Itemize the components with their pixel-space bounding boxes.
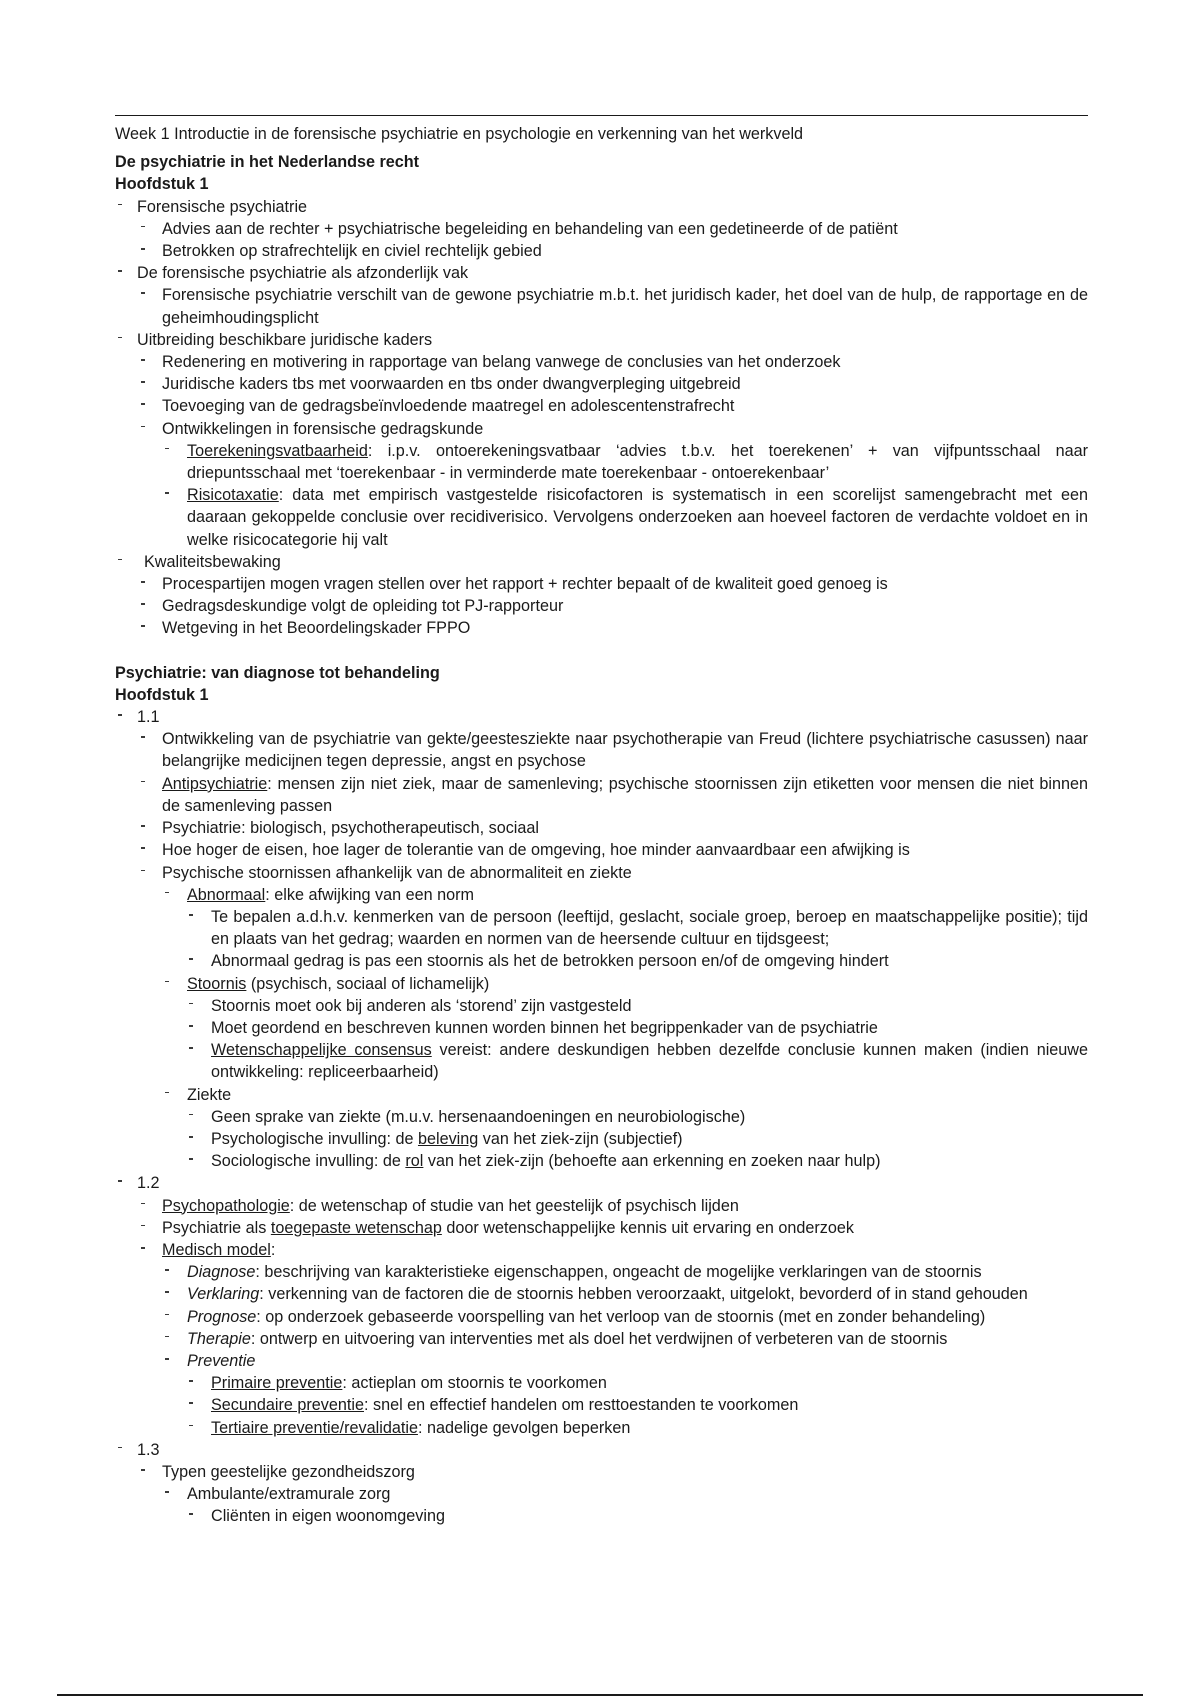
list-item: Ontwikkeling van de psychiatrie van gekte/geestesziekte naar psychotherapie van Freud (lichtere psychiatrische casussen) naar belangrijke medicijnen tegen depressie, angst en psychose <box>115 728 1088 772</box>
spacer <box>115 640 1088 662</box>
list-item <box>115 1195 1088 1217</box>
term: Primaire preventie <box>211 1374 343 1393</box>
list-item: Abnormaal gedrag is pas een stoornis als het de betrokken persoon en/of de omgeving hindert <box>115 950 1088 972</box>
list-item: Te bepalen a.d.h.v. kenmerken van de persoon (leeftijd, geslacht, sociale groep, beroep en maatschappelijke positie); tijd en plaats van het gedrag; waarden en normen van de heersende cultuur en tijdsgeest; <box>115 906 1088 950</box>
term: rol <box>405 1152 424 1171</box>
text: van het ziek-zijn (behoefte aan erkenning en zoeken naar hulp) <box>423 1152 881 1171</box>
definition: : mensen zijn niet ziek, maar de samenleving; psychische stoornissen zijn etiketten voor mensen die niet binnen de samenleving passen <box>162 774 1088 815</box>
list-item: Geen sprake van ziekte (m.u.v. hersenaandoeningen en neurobiologische) <box>115 1106 1088 1128</box>
text: door wetenschappelijke kennis uit ervaring en onderzoek <box>441 1218 854 1237</box>
list-item: Stoornis moet ook bij anderen als ‘storend’ zijn vastgesteld <box>115 995 1088 1017</box>
list-item <box>115 1150 1088 1172</box>
list-item: Ontwikkelingen in forensische gedragskunde <box>115 418 1088 440</box>
list-item: Uitbreiding beschikbare juridische kaders <box>115 329 1088 351</box>
list-item: Forensische psychiatrie <box>115 196 1088 218</box>
definition: : i.p.v. ontoerekeningsvatbaar ‘advies t.b.v. het toerekenen’ + van vijfpuntsschaal naar driepuntsschaal met ‘toerekenbaar - in verminderde mate toerekenbaar - ontoerekenbaar’ <box>187 441 1088 483</box>
term: Therapie <box>187 1329 251 1348</box>
definition: : de wetenschap of studie van het geestelijk of psychisch lijden <box>289 1196 739 1215</box>
top-rule <box>115 115 1088 116</box>
term: Stoornis <box>187 974 247 993</box>
list-item: Psychische stoornissen afhankelijk van de abnormaliteit en ziekte <box>115 862 1088 884</box>
list-item: Procespartijen mogen vragen stellen over het rapport + rechter bepaalt of de kwaliteit goed genoeg is <box>115 573 1088 595</box>
definition: : ontwerp en uitvoering van interventies met als doel het verdwijnen of verbeteren van de stoornis <box>250 1329 948 1348</box>
list-item: Advies aan de rechter + psychiatrische begeleiding en behandeling van een gedetineerde of de patiënt <box>115 218 1088 240</box>
chapter-heading: Hoofdstuk 1 <box>115 685 209 704</box>
definition: : elke afwijking van een norm <box>265 885 475 904</box>
definition: : data met empirisch vastgestelde risicofactoren is systematisch in een scorelijst samengebracht met een daaraan gekoppelde conclusie over recidiverisico. Vervolgens onderzoeken aan hoeveel factoren de verdachte voldoet en in welke risicocategorie hij valt <box>187 486 1088 549</box>
list-item: Hoe hoger de eisen, hoe lager de tolerantie van de omgeving, hoe minder aanvaardbaar een afwijking is <box>115 839 1088 861</box>
list-item <box>115 973 1088 995</box>
bottom-rule <box>57 1694 1143 1696</box>
section-title: De psychiatrie in het Nederlandse recht <box>115 153 420 172</box>
definition: : beschrijving van karakteristieke eigenschappen, ongeacht de mogelijke verklaringen van de stoornis <box>255 1263 982 1282</box>
week-title: Week 1 Introductie in de forensische psychiatrie en psychologie en verkenning van het werkveld <box>115 125 804 143</box>
term: toegepaste wetenschap <box>270 1218 442 1237</box>
term: Risicotaxatie <box>187 486 279 505</box>
list-item: Cliënten in eigen woonomgeving <box>115 1505 1088 1527</box>
list-item <box>115 1328 1088 1350</box>
list-item: Toevoeging van de gedragsbeïnvloedende maatregel en adolescentenstrafrecht <box>115 395 1088 417</box>
definition: (psychisch, sociaal of lichamelijk) <box>246 974 490 993</box>
list-item: Typen geestelijke gezondheidszorg <box>115 1461 1088 1483</box>
list-item <box>115 1283 1088 1305</box>
list-item: Ziekte <box>115 1084 1088 1106</box>
term: Diagnose <box>187 1263 256 1282</box>
list-item: Moet geordend en beschreven kunnen worden binnen het begrippenkader van de psychiatrie <box>115 1017 1088 1039</box>
definition: : op onderzoek gebaseerde voorspelling van het verloop van de stoornis (met en zonder behandeling) <box>256 1307 986 1326</box>
list-item: Forensische psychiatrie verschilt van de gewone psychiatrie m.b.t. het juridisch kader, het doel van de hulp, de rapportage en de geheimhoudingsplicht <box>115 284 1088 328</box>
paragraph-number: 1.3 <box>115 1439 1088 1461</box>
list-item <box>115 440 1088 484</box>
term: Verklaring <box>187 1285 260 1304</box>
list-item: Preventie <box>115 1350 1088 1372</box>
term: Prognose <box>187 1307 257 1326</box>
list-item: Kwaliteitsbewaking <box>115 551 1088 573</box>
definition: : verkenning van de factoren die de stoornis hebben veroorzaakt, uitgelokt, bevorderd of in stand gehouden <box>259 1285 1028 1304</box>
section-title: Psychiatrie: van diagnose tot behandeling <box>115 663 440 682</box>
definition: : nadelige gevolgen beperken <box>417 1418 631 1437</box>
document-body <box>115 123 1088 1528</box>
list-item: Gedragsdeskundige volgt de opleiding tot PJ-rapporteur <box>115 595 1088 617</box>
list-item <box>115 1417 1088 1439</box>
term: Psychopathologie <box>162 1196 290 1215</box>
list-item: Ambulante/extramurale zorg <box>115 1483 1088 1505</box>
term: Antipsychiatrie <box>162 774 268 793</box>
term: Medisch model <box>162 1240 271 1259</box>
term: Tertiaire preventie/revalidatie <box>211 1418 418 1437</box>
term: Wetenschappelijke consensus <box>211 1041 432 1060</box>
list-item <box>115 1261 1088 1283</box>
list-item <box>115 1128 1088 1150</box>
list-item: Juridische kaders tbs met voorwaarden en tbs onder dwangverpleging uitgebreid <box>115 373 1088 395</box>
text: Psychiatrie als <box>162 1218 271 1237</box>
list-item <box>115 1239 1088 1261</box>
list-item: Psychiatrie: biologisch, psychotherapeutisch, sociaal <box>115 817 1088 839</box>
text: van het ziek-zijn (subjectief) <box>478 1129 683 1148</box>
list-item: Redenering en motivering in rapportage van belang vanwege de conclusies van het onderzoek <box>115 351 1088 373</box>
bullet-list <box>115 196 1088 640</box>
paragraph-number: 1.2 <box>115 1172 1088 1194</box>
list-item <box>115 884 1088 906</box>
paragraph-number: 1.1 <box>115 706 1088 728</box>
term: beleving <box>417 1129 479 1148</box>
term: Abnormaal <box>187 885 266 904</box>
list-item: Betrokken op strafrechtelijk en civiel rechtelijk gebied <box>115 240 1088 262</box>
text: Sociologische invulling: de <box>211 1152 406 1171</box>
term: Secundaire preventie <box>211 1396 364 1415</box>
list-item <box>115 1039 1088 1083</box>
definition: : snel en effectief handelen om resttoestanden te voorkomen <box>363 1396 799 1415</box>
bullet-list <box>115 706 1088 1528</box>
definition: : <box>270 1240 276 1259</box>
list-item <box>115 484 1088 551</box>
list-item <box>115 1306 1088 1328</box>
definition: : actieplan om stoornis te voorkomen <box>342 1374 607 1393</box>
text: Psychologische invulling: de <box>211 1129 418 1148</box>
list-item: Wetgeving in het Beoordelingskader FPPO <box>115 617 1088 639</box>
term: Toerekeningsvatbaarheid <box>187 441 368 460</box>
list-item <box>115 1372 1088 1394</box>
list-item <box>115 1394 1088 1416</box>
definition: vereist: andere deskundigen hebben dezelfde conclusie kunnen maken (indien nieuwe ontwikkeling: repliceerbaarheid) <box>211 1041 1088 1082</box>
chapter-heading: Hoofdstuk 1 <box>115 175 209 194</box>
list-item: De forensische psychiatrie als afzonderlijk vak <box>115 262 1088 284</box>
list-item <box>115 773 1088 817</box>
list-item <box>115 1217 1088 1239</box>
